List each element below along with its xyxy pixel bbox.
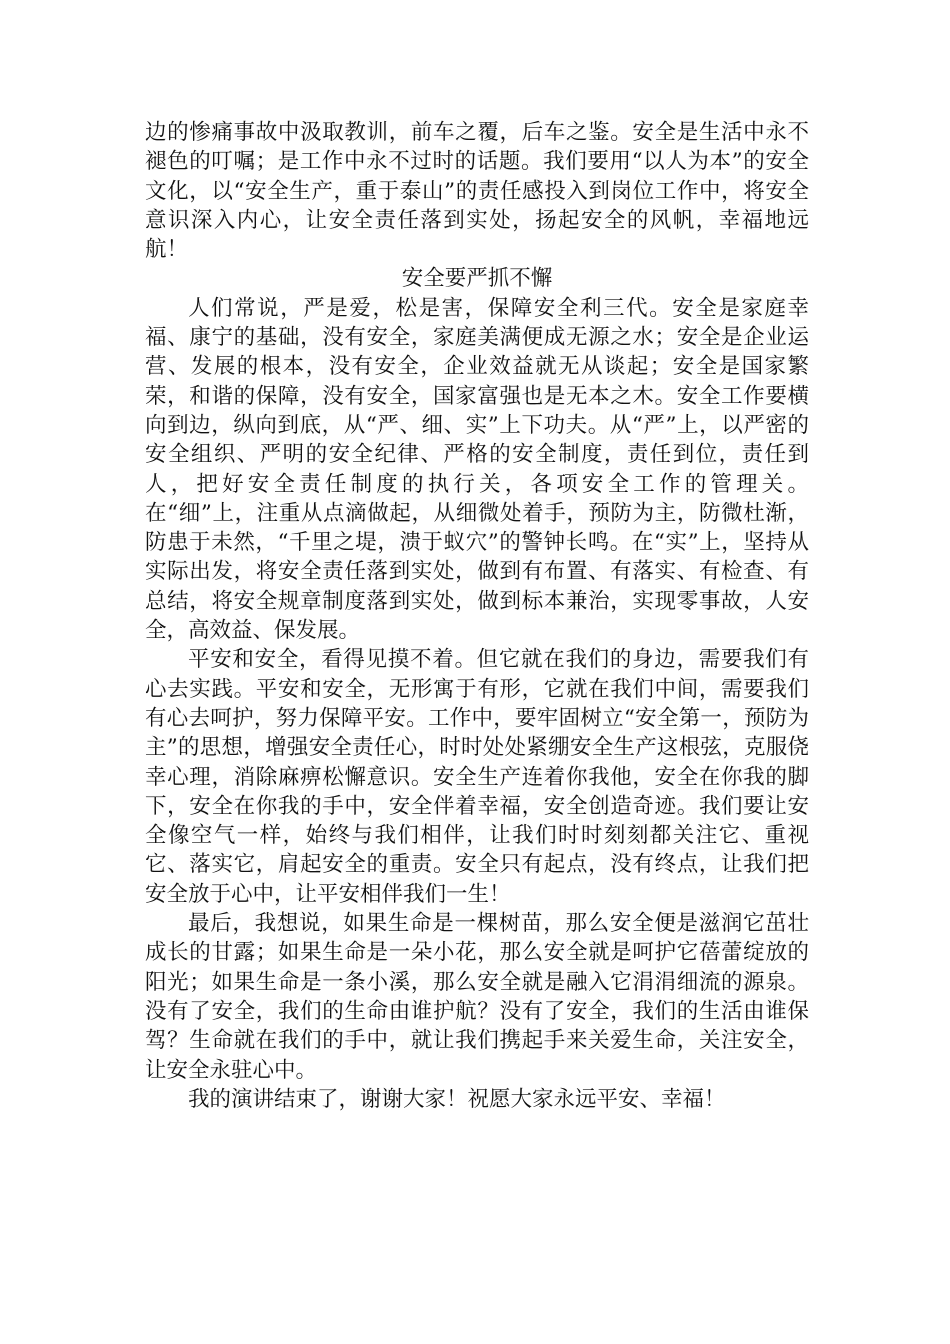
- paragraph-strictness: 人们常说，严是爱，松是害，保障安全利三代。安全是家庭幸福、康宁的基础，没有安全，家庭美满便成无源之水；安全是企业运营、发展的根本，没有安全，企业效益就无从谈起；安全是国家繁荣，和谐的保障，没有安全，国家富强也是无本之木。安全工作要横向到边，纵向到底，从“严、细、实”上下功夫。从“严”上，以严密的安全组织、严明的安全纪律、严格的安全制度，责任到位，责任到人，把好安全责任制度的执行关，各项安全工作的管理关。在“细”上，注重从点滴做起，从细微处着手，预防为主，防微杜渐，防患于未然，“千里之堤，溃于蚁穴”的警钟长鸣。在“实”上，坚持从实际出发，将安全责任落到实处，做到有布置、有落实、有检查、有总结，将安全规章制度落到实处，做到标本兼治，实现零事故，人安全，高效益、保发展。: [145, 295, 810, 644]
- intro-paragraph: 边的惨痛事故中汲取教训，前车之覆，后车之鉴。安全是生活中永不褪色的叮嘱；是工作中永不过时的话题。我们要用“以人为本”的安全文化，以“安全生产，重于泰山”的责任感投入到岗位工作中，将安全意识深入内心，让安全责任落到实处，扬起安全的风帆，幸福地远航！: [145, 120, 809, 263]
- paragraph-peace-and-safety: 平安和安全，看得见摸不着。但它就在我们的身边，需要我们有心去实践。平安和安全，无形寓于有形，它就在我们中间，需要我们有心去呵护，努力保障平安。工作中，要牢固树立“安全第一，预防为主”的思想，增强安全责任心，时时处处紧绷安全生产这根弦，克服侥幸心理，消除麻痹松懈意识。安全生产连着你我他，安全在你我的脚下，安全在你我的手中，安全伴着幸福，安全创造奇迹。我们要让安全像空气一样，始终与我们相伴，让我们时时刻刻都关注它、重视它、落实它，肩起安全的重责。安全只有起点，没有终点，让我们把安全放于心中，让平安相伴我们一生！: [145, 647, 809, 907]
- document-body: [145, 118, 809, 1114]
- section-heading: 安全要严抓不懈: [401, 266, 553, 292]
- paragraph-conclusion: 最后，我想说，如果生命是一棵树苗，那么安全便是滋润它茁壮成长的甘露；如果生命是一朵小花，那么安全就是呵护它蓓蕾绽放的阳光；如果生命是一条小溪，那么安全就是融入它涓涓细流的源泉。没有了安全，我们的生命由谁护航？没有了安全，我们的生活由谁保驾？生命就在我们的手中，就让我们携起手来关爱生命，关注安全，让安全永驻心中。: [145, 911, 809, 1083]
- paragraph-closing: 我的演讲结束了，谢谢大家！祝愿大家永远平安、幸福！: [188, 1086, 726, 1112]
